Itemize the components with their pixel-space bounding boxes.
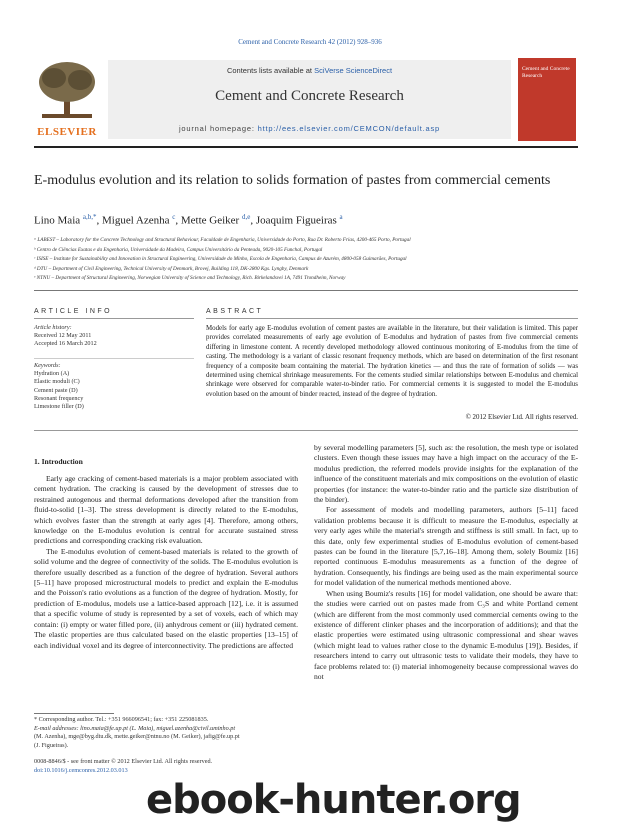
received-date: Received 12 May 2011 (34, 332, 92, 340)
history-label: Article history: (34, 324, 72, 331)
article-info-heading: ARTICLE INFO (34, 308, 113, 315)
abstract-copyright: © 2012 Elsevier Ltd. All rights reserved. (465, 414, 578, 421)
author-affil-link[interactable]: a,b,* (82, 213, 97, 221)
abstract-bottom-rule (34, 430, 578, 431)
paragraph: by several modelling parameters [5], such as: the resolution, the mesh type or isolated clusters. Even though these issues may have a high impact on the accuracy of the E-modulus prediction, the referred models provide insights for the explanation of the influence of the constituent materials and mix compositions on the evolution of elastic properties (for instance: the water-to-binder ratio and the particle size distribution of the binder). (314, 443, 578, 505)
article-history (34, 324, 194, 349)
contents-line (108, 66, 511, 75)
body-column-right (314, 443, 578, 682)
keyword: Elastic moduli (C) (34, 378, 80, 386)
homepage-link[interactable]: http://ees.elsevier.com/CEMCON/default.asp (257, 124, 441, 133)
abstract-rule (206, 318, 578, 319)
keywords-block (34, 362, 194, 411)
article-info-rule (34, 318, 194, 319)
header-divider (34, 146, 578, 148)
affiliation: ᵇ Centro de Ciências Exatas e da Engenharia, Universidade da Madeira, Campus Universitário da Penteada, 9020-105 Funchal, Portugal (34, 246, 323, 253)
homepage-prefix: journal homepage: (178, 124, 258, 133)
corresponding-author-note: * Corresponding author. Tel.: +351 966096541; fax: +351 225081835. (34, 716, 209, 723)
section-heading-introduction: 1. Introduction (34, 457, 83, 466)
journal-homepage (108, 124, 511, 133)
paragraph: The E-modulus evolution of cement-based materials is related to the growth of solid volume and the degree of connectivity of the solids. The E-modulus evolution is therefore usually described as a function of the degree of hydration. Several authors [5–11] have proposed microstructural models to predict and explain the E-modulus and the Poisson's ratio evolutions as a function of the degree of hydration. Mostly, for prediction of E-modulus, models use a lattice-based approach [12], i.e. it is assumed that a specific volume of study is represented by a set of voxels, each of which may contain: (i) empty or water filled pore, (ii) anhydrous cement or (iii) hydrated cement. The elastic properties are thus calculated based on the elastic properties [13–15] of each individual voxel and its degree of interconnectivity. The predictions are affected (34, 546, 298, 650)
email-addresses[interactable]: (M. Azenha), mge@byg.dtu.dk, mette.geiker@ntnu.no (M. Geiker), jafig@fe.up.pt (34, 733, 240, 741)
issn-line: 0008-8846/$ - see front matter © 2012 Elsevier Ltd. All rights reserved. (34, 758, 213, 765)
author-list: Lino Maia $^{a,b,*}$, Miguel Azenha $^c$, Mette Geiker $^{d,e}$, Joaquim Figueiras $^a$ (34, 213, 343, 227)
article-title: E-modulus evolution and its relation to solids formation of pastes from commercial cements (34, 173, 551, 188)
sciverse-link[interactable]: SciVerse ScienceDirect (314, 66, 393, 75)
author-name: Miguel Azenha (102, 214, 170, 227)
author-name: Lino Maia (34, 214, 81, 227)
author-affil-link[interactable]: d,e (241, 213, 251, 221)
journal-title: Cement and Concrete Research (215, 88, 404, 104)
journal-citation[interactable]: Cement and Concrete Research 42 (2012) 928–936 (238, 38, 382, 46)
paragraph: Early age cracking of cement-based materials is a major problem associated with cement hydration. The cracking is caused by the development of stresses due to restrained autogenous and thermal deformations developed after the transition from fluid-to-solid [1–3]. The stress development is directly related to the E-modulus, which evolves faster than the strength at early ages [4]. Therefore, among others, knowledge on the E-modulus evolution is central for accurate sustained stress predictions and corresponding cracking risk evaluation. (34, 474, 298, 546)
affiliation: ᵈ DTU – Department of Civil Engineering, Technical University of Denmark, Brovej, Building 118, DK-2800 Kgs. Lyngby, Denmark (34, 265, 309, 272)
paragraph: When using Boumiz's results [16] for model validation, one should be aware that: the studies were carried out on pastes made from C₃S and white Portland cement (which are different from the most commonly used commercial cements owing to the existence of different clinker phases and the incorporation of additions); and that the elastic properties were estimated using ultrasonic compressional and shear waves (which might lead to values rather close to the dynamic E-modulus [19]). Besides, if researchers intend to carry out ultrasonic tests to validate their models, they have to face problems related to: (i) material inhomogeneity because compressional waves do not (314, 588, 578, 681)
accepted-date: Accepted 16 March 2012 (34, 340, 97, 348)
footnote-rule (34, 713, 114, 714)
author-affil-link[interactable]: a (339, 213, 343, 221)
author-affil-link[interactable]: c (172, 213, 176, 221)
keyword: Hydration (A) (34, 370, 70, 378)
affiliation: ᶜ ISISE – Institute for Sustainability and Innovation in Structural Engineering, Universidade do Minho, Escola de Engenharia, Campus de Azurém, 4800-058 Guimarães, Portugal (34, 256, 407, 263)
body-column-left (34, 474, 298, 651)
article-info-mid-rule (34, 358, 194, 359)
keyword: Cement paste (D) (34, 386, 78, 394)
author-name: Joaquim Figueiras (255, 214, 337, 227)
watermark-text: ebook-hunter.org (146, 777, 521, 823)
author-name: Mette Geiker (180, 214, 240, 227)
doi-link[interactable]: doi:10.1016/j.cemconres.2012.03.013 (34, 766, 128, 774)
abstract-heading: ABSTRACT (206, 308, 264, 315)
affiliations-divider (34, 290, 578, 291)
keyword: Limestone filler (D) (34, 403, 84, 411)
affiliation: ᵃ LABEST – Laboratory for the Concrete Technology and Structural Behaviour, Faculdade de Engenharia, Universidade do Porto, Rua Dr. Roberto Frias, 4200-465 Porto, Portugal (34, 237, 411, 243)
affiliations (34, 236, 578, 284)
issn-doi (34, 758, 334, 775)
abstract-text: Models for early age E-modulus evolution of cement pastes are available in the literature, but their validation is limited. This paper provides correlated measurements of early age evolution of E-modulus and hydration of pastes from five commercial cements differing in limestone content. A recently developed methodology allowed continuous monitoring of E-modulus from the time of casting. The methodology is a variant of classic resonant frequency methods, which are based on determination of the first resonant frequency of a composite beam containing the material. The hydration kinetics — and thus the rate of formation of solids — was determined using chemical shrinkage measurements. For the cements studied similar relationships between E-modulus and chemical shrinkage were observed for comparable water-to-binder ratio. For commercial cements it is suggested to model the E-modulus evolution based on the amount of binder reacted, instead of the degree of hydration. (206, 325, 578, 398)
cover-title: Cement and Concrete Research (522, 66, 570, 79)
keywords-label: Keywords: (34, 362, 61, 369)
contents-prefix: Contents lists available at (226, 66, 315, 75)
email-addresses: (J. Figueiras). (34, 741, 69, 749)
elsevier-logo-text: ELSEVIER (37, 126, 97, 138)
paragraph: For assessment of models and modelling parameters, authors [5–11] faced validation problems because it is difficult to measure the E-modulus, especially at very early ages while the material's strength and stiffness is still small. In fact, up to this date, only few experimental studies of E-modulus evolution of cement-based pastes can be found in the literature [5,7,16–18]. Among them, solely Boumiz [16] reported continuous E-modulus measurements as a function of the degree of hydration. Consequently, his findings are being used as the main experimental source for model validation of the numerical methods mentioned above. (314, 505, 578, 588)
keyword: Resonant frequency (34, 394, 84, 402)
affiliation: ᵉ NTNU – Department of Structural Engineering, Norwegian University of Science and Technology, Rich. Birkelandsvei 1A, 7491 Trondheim, Norway (34, 275, 346, 282)
email-addresses[interactable]: E-mail addresses: lino.maia@fe.up.pt (L. Maia), miguel.azenha@civil.uminho.pt (34, 724, 236, 732)
footnotes (34, 716, 298, 750)
